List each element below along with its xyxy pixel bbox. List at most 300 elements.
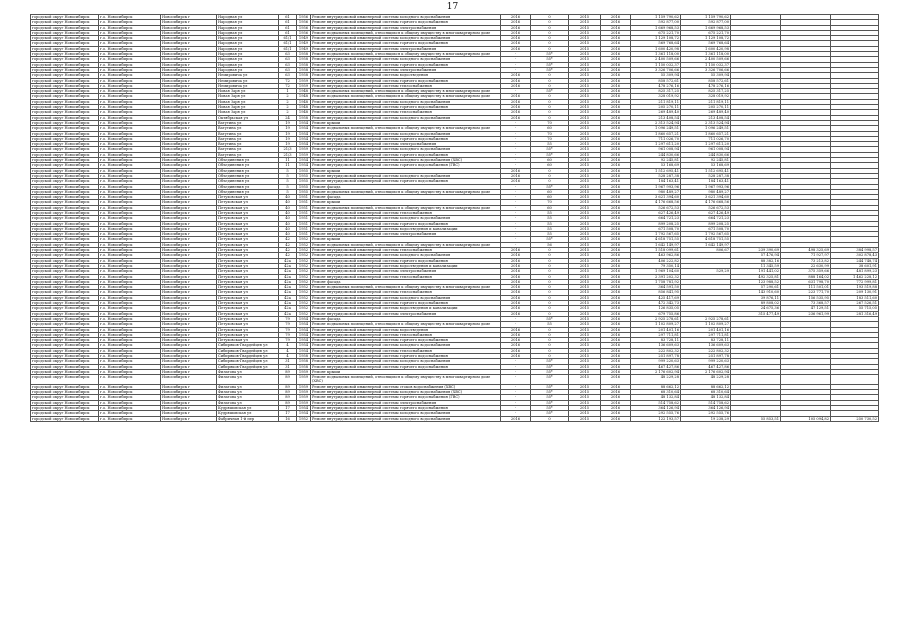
table-cell: 89 xyxy=(279,395,297,400)
table-cell: 269 489,40 xyxy=(631,110,681,115)
table-cell: Новосибирск г xyxy=(161,200,217,205)
table-cell: 24 675,36 xyxy=(731,306,781,311)
table-cell xyxy=(781,375,831,385)
table-cell: Народная ул xyxy=(217,20,279,25)
table-cell: 55* xyxy=(531,395,569,400)
table-cell: 0 xyxy=(531,78,569,83)
table-cell: 1 600 420,98 xyxy=(631,46,681,51)
table-cell: 0 xyxy=(531,327,569,332)
table-cell: городской округ Новосибирск xyxy=(31,274,99,279)
table-cell: 0 xyxy=(531,46,569,51)
table-cell: 2016 xyxy=(601,168,631,173)
table-cell: городской округ Новосибирск xyxy=(31,115,99,120)
table-cell: 1959 xyxy=(297,369,311,374)
table-cell: Новосибирск г xyxy=(161,311,217,316)
table-cell: Ремонт внутридомовой инженерной системы водоотведения xyxy=(311,327,501,332)
table-cell: 2015 xyxy=(569,400,601,405)
table-cell: 0 xyxy=(531,94,569,99)
table-cell: 2016 xyxy=(501,301,531,306)
table-cell: Петуховская ул xyxy=(217,290,279,295)
table-cell: 2016 xyxy=(601,269,631,274)
table-cell: Новосибирск г xyxy=(161,126,217,131)
table-cell: городской округ Новосибирск xyxy=(31,89,99,94)
table-cell: 481 899,23 xyxy=(831,269,879,274)
table-cell: 528 287,38 xyxy=(681,173,731,178)
table-cell: 205 270,11 xyxy=(631,105,681,110)
table-cell: городской округ Новосибирск xyxy=(31,263,99,268)
table-cell: г.о. Новосибирск xyxy=(99,237,161,242)
table-cell: 2015 xyxy=(569,83,601,88)
table-cell: 92 245,81 xyxy=(631,158,681,163)
table-cell: Новосибирск г xyxy=(161,359,217,364)
table-cell: 2016 xyxy=(501,15,531,20)
table-cell: Филатова ул xyxy=(217,369,279,374)
table-cell: 980 489,27 xyxy=(631,189,681,194)
table-cell: 123 988,52 xyxy=(731,279,781,284)
table-cell: Петуховская ул xyxy=(217,322,279,327)
table-cell: 79 xyxy=(279,316,297,321)
table-cell: 425 417,69 xyxy=(631,295,681,300)
table-cell: - xyxy=(501,237,531,242)
table-cell: 48 132,84 xyxy=(631,395,681,400)
table-cell: 2016 xyxy=(501,258,531,263)
table-cell: 2016 xyxy=(501,173,531,178)
table-cell: 42а xyxy=(279,301,297,306)
table-cell: 70 xyxy=(531,200,569,205)
table-cell: г.о. Новосибирск xyxy=(99,126,161,131)
table-cell: г.о. Новосибирск xyxy=(99,195,161,200)
table-cell: городской округ Новосибирск xyxy=(31,416,99,421)
table-cell: Ремонт фасада xyxy=(311,279,501,284)
table-cell: 1 297 611,20 xyxy=(631,142,681,147)
table-cell: 2016 xyxy=(601,327,631,332)
table-cell: 2016 xyxy=(601,405,631,410)
table-cell: Ремонт подвальных помещений, относящихся к общему имуществу в многоквартирном доме xyxy=(311,94,501,99)
table-cell: 89 xyxy=(279,369,297,374)
table-cell: Ремонт внутридомовой инженерной системы теплоснабжения xyxy=(311,274,501,279)
table-cell: 2016 xyxy=(501,285,531,290)
table-cell: городской округ Новосибирск xyxy=(31,67,99,72)
table-cell: Народная ул xyxy=(217,36,279,41)
table-cell: 2015 xyxy=(569,290,601,295)
table-cell: 1958 xyxy=(297,73,311,78)
table-cell: 529,29 xyxy=(681,269,731,274)
table-cell: 2016 xyxy=(601,343,631,348)
table-cell: 63 xyxy=(279,73,297,78)
table-cell: г.о. Новосибирск xyxy=(99,216,161,221)
table-cell: городской округ Новосибирск xyxy=(31,205,99,210)
table-cell: Ремонт внутридомовой инженерной системы холодного водоснабжения xyxy=(311,15,501,20)
table-cell: Немировича ул xyxy=(217,73,279,78)
table-cell: 899 208,25 xyxy=(631,221,681,226)
table-cell: 772 999,81 xyxy=(831,279,879,284)
table-cell: 1959 xyxy=(297,83,311,88)
table-cell: г.о. Новосибирск xyxy=(99,184,161,189)
table-cell: Филатова ул xyxy=(217,384,279,389)
table-cell: - xyxy=(501,390,531,395)
table-cell: г.о. Новосибирск xyxy=(99,78,161,83)
table-cell: Новосибирск г xyxy=(161,216,217,221)
table-cell: 1958 xyxy=(297,52,311,57)
table-cell: 2016 xyxy=(601,384,631,389)
table-cell: 2015 xyxy=(569,62,601,67)
table-cell: 1959 xyxy=(297,395,311,400)
table-cell: г.о. Новосибирск xyxy=(99,46,161,51)
table-cell: 201 401,16 xyxy=(681,327,731,332)
table-cell: 53 168,69 xyxy=(631,163,681,168)
table-cell: 40 xyxy=(279,205,297,210)
table-cell: 2016 xyxy=(501,94,531,99)
table-cell: 2016 xyxy=(501,327,531,332)
table-cell: г.о. Новосибирск xyxy=(99,94,161,99)
table-cell: г.о. Новосибирск xyxy=(99,348,161,353)
table-cell: 213 408,54 xyxy=(681,115,731,120)
table-cell: Петуховская ул xyxy=(217,205,279,210)
table-cell: Народная ул xyxy=(217,30,279,35)
table-cell: 1955 xyxy=(297,184,311,189)
table-cell: 2016 xyxy=(601,338,631,343)
table-cell: 2 925 278,61 xyxy=(681,316,731,321)
table-cell: г.о. Новосибирск xyxy=(99,83,161,88)
table-cell: Новосибирск г xyxy=(161,226,217,231)
table-cell: Ремонт подвальных помещений, относящихся к общему имуществу в многоквартирном доме xyxy=(311,205,501,210)
table-cell: Петуховская ул xyxy=(217,248,279,253)
table-cell: 223 771,70 xyxy=(781,290,831,295)
table-cell: Новосибирск г xyxy=(161,83,217,88)
table-cell: 70 xyxy=(531,120,569,125)
table-cell: 526 672,53 xyxy=(681,205,731,210)
table-cell: 1959 xyxy=(297,147,311,152)
table-cell: 478 276,16 xyxy=(631,83,681,88)
table-cell: Петуховская ул xyxy=(217,226,279,231)
table-cell: 1952 xyxy=(297,274,311,279)
table-cell: 478 276,16 xyxy=(681,83,731,88)
table-cell: 292 555,76 xyxy=(631,411,681,416)
table-cell: 2015 xyxy=(569,253,601,258)
table-cell: 2016 xyxy=(601,78,631,83)
table-cell: 1948 xyxy=(297,89,311,94)
table-cell: 1 642 149,97 xyxy=(631,242,681,247)
table-cell: 671 508,70 xyxy=(681,226,731,231)
table-cell: г.о. Новосибирск xyxy=(99,20,161,25)
table-cell: 679 755,86 xyxy=(631,311,681,316)
table-cell: 1956 xyxy=(297,30,311,35)
table-cell: 244 748,74 xyxy=(831,258,879,263)
table-cell: 60 xyxy=(531,189,569,194)
table-cell: 2015 xyxy=(569,52,601,57)
table-cell: - xyxy=(501,195,531,200)
table-cell: 55* xyxy=(531,57,569,62)
table-cell: 467 427,86 xyxy=(681,364,731,369)
table-cell: Новосибирск г xyxy=(161,390,217,395)
table-cell: Ремонт подвальных помещений, относящихся к общему имуществу в многоквартирном доме xyxy=(311,126,501,131)
table-cell: 2016 xyxy=(601,375,631,385)
table-cell: - xyxy=(501,411,531,416)
table-cell: Ремонт внутридомовой инженерной системы холодного водоснабжения xyxy=(311,295,501,300)
table-cell: 2015 xyxy=(569,405,601,410)
table-cell: 2016 xyxy=(601,316,631,321)
table-cell: г.о. Новосибирск xyxy=(99,173,161,178)
table-cell: 71 927,97 xyxy=(781,253,831,258)
table-cell: 2015 xyxy=(569,359,601,364)
table-cell: 1952 xyxy=(297,253,311,258)
table-cell: 92 245,81 xyxy=(681,158,731,163)
table-cell: 42а xyxy=(279,306,297,311)
table-cell: Петуховская ул xyxy=(217,306,279,311)
table-cell: г.о. Новосибирск xyxy=(99,163,161,168)
table-cell: 2015 xyxy=(569,226,601,231)
table-cell: 2015 xyxy=(569,338,601,343)
table-cell: 2016 xyxy=(601,290,631,295)
table-cell: Ремонт внутридомовой инженерной системы водоотведения и канализации xyxy=(311,263,501,268)
table-cell: 569 768,64 xyxy=(631,41,681,46)
table-cell: Новосибирск г xyxy=(161,147,217,152)
table-cell: 68 310,64 xyxy=(631,390,681,395)
table-cell: 2016 xyxy=(601,105,631,110)
table-cell: Новосибирск г xyxy=(161,248,217,253)
table-cell: 55* xyxy=(531,400,569,405)
table-cell: 1954 xyxy=(297,327,311,332)
table-cell: 2016 xyxy=(601,20,631,25)
table-cell: 2016 xyxy=(501,343,531,348)
table-cell: 222 802,32 xyxy=(631,348,681,353)
table-cell: 0 xyxy=(531,30,569,35)
table-cell: 42 xyxy=(279,248,297,253)
table-cell: 1 967 993,96 xyxy=(631,184,681,189)
table-cell: - xyxy=(501,136,531,141)
table-cell: 17 xyxy=(279,405,297,410)
table-cell: 2016 xyxy=(601,142,631,147)
table-cell: 1956 xyxy=(297,15,311,20)
table-cell: 61 xyxy=(279,30,297,35)
table-cell: Народная ул xyxy=(217,41,279,46)
table-cell: 1952 xyxy=(297,237,311,242)
table-cell: 2015 xyxy=(569,258,601,263)
table-cell: 1959 xyxy=(297,78,311,83)
table-cell: 2015 xyxy=(569,99,601,104)
table-cell: 2016 xyxy=(601,147,631,152)
table-cell: 675 221,70 xyxy=(631,30,681,35)
table-cell: Ремонт внутридомовой инженерной системы горячего водоснабжения xyxy=(311,258,501,263)
table-cell: 73 213,82 xyxy=(781,258,831,263)
table-cell: 56 xyxy=(531,242,569,247)
table-cell: 2 xyxy=(279,94,297,99)
table-cell: 2015 xyxy=(569,369,601,374)
table-cell: 1952 xyxy=(297,295,311,300)
table-cell: 53 168,69 xyxy=(681,163,731,168)
table-cell: 2015 xyxy=(569,25,601,30)
table-cell: 899 208,25 xyxy=(681,221,731,226)
table-cell: Новосибирск г xyxy=(161,395,217,400)
table-cell: - xyxy=(501,52,531,57)
table-cell: 55* xyxy=(531,147,569,152)
table-cell: 2016 xyxy=(601,99,631,104)
table-cell: Петуховская ул xyxy=(217,242,279,247)
table-cell: 5 xyxy=(279,179,297,184)
table-cell: Ватутина ул xyxy=(217,131,279,136)
table-cell: городской округ Новосибирск xyxy=(31,343,99,348)
table-cell: г.о. Новосибирск xyxy=(99,52,161,57)
table-cell: 4 618 751,55 xyxy=(681,237,731,242)
table-cell: 1954 xyxy=(297,348,311,353)
table-cell: Петуховская ул xyxy=(217,221,279,226)
table-cell: Ремонт внутридомовой инженерной системы теплоснабжения xyxy=(311,83,501,88)
table-cell: 2016 xyxy=(601,411,631,416)
table-cell: 1952 xyxy=(297,248,311,253)
table-cell: 48 229,28 xyxy=(631,375,681,385)
table-cell: городской округ Новосибирск xyxy=(31,348,99,353)
table-cell: 213 408,54 xyxy=(631,115,681,120)
table-cell: 2015 xyxy=(569,189,601,194)
table-cell: Новосибирск г xyxy=(161,189,217,194)
table-cell: 1 102 809,27 xyxy=(681,322,731,327)
table-cell: 61/1 xyxy=(279,46,297,51)
table-cell: 1952 xyxy=(297,269,311,274)
table-cell: Петуховская ул xyxy=(217,216,279,221)
table-cell: 711 026,70 xyxy=(681,136,731,141)
table-cell: 2016 xyxy=(501,30,531,35)
table-cell: 2016 xyxy=(601,242,631,247)
table-cell: 2016 xyxy=(601,67,631,72)
table-cell: г.о. Новосибирск xyxy=(99,200,161,205)
table-cell: 42а xyxy=(279,290,297,295)
table-cell: 2015 xyxy=(569,306,601,311)
table-cell: 4 176 668,56 xyxy=(631,200,681,205)
table-cell: 61 xyxy=(279,20,297,25)
table-cell: 2015 xyxy=(569,237,601,242)
table-cell: 528 287,38 xyxy=(631,173,681,178)
table-cell: 40 xyxy=(279,216,297,221)
table-cell: Ремонт внутридомовой инженерной системы водоотведения и канализации xyxy=(311,226,501,231)
table-cell: 1 159 790,62 xyxy=(631,15,681,20)
table-cell: городской округ Новосибирск xyxy=(31,369,99,374)
table-cell: 2016 xyxy=(501,295,531,300)
table-cell: г.о. Новосибирск xyxy=(99,73,161,78)
table-cell: 38 601,91 xyxy=(831,263,879,268)
table-cell: Новосибирск г xyxy=(161,274,217,279)
table-cell: 281 316,49 xyxy=(831,311,879,316)
table-cell: 55 309,94 xyxy=(681,73,731,78)
table-cell: Новосибирск г xyxy=(161,62,217,67)
table-cell: 302 878,43 xyxy=(831,253,879,258)
table-cell: 856 841,95 xyxy=(631,290,681,295)
table-cell: 2015 xyxy=(569,390,601,395)
table-cell: Ремонт внутридомовой инженерной системы холодного водоснабжения xyxy=(311,253,501,258)
table-cell: городской округ Новосибирск xyxy=(31,73,99,78)
table-cell: 2 xyxy=(279,105,297,110)
table-cell: городской округ Новосибирск xyxy=(31,200,99,205)
table-cell: 3 621 394,60 xyxy=(681,195,731,200)
table-cell: 2015 xyxy=(569,279,601,284)
table-cell: 1952 xyxy=(297,242,311,247)
table-cell: г.о. Новосибирск xyxy=(99,110,161,115)
table-cell: Новосибирск г xyxy=(161,20,217,25)
table-cell: городской округ Новосибирск xyxy=(31,163,99,168)
table-cell: 57 290,61 xyxy=(731,285,781,290)
table-cell: - xyxy=(501,189,531,194)
table-cell: Ремонт внутридомовой инженерной системы горячего водоснабжения xyxy=(311,62,501,67)
table-cell: 2016 xyxy=(501,73,531,78)
table-cell: 2015 xyxy=(569,221,601,226)
table-cell: 2016 xyxy=(501,46,531,51)
table-cell: городской округ Новосибирск xyxy=(31,242,99,247)
table-cell: городской округ Новосибирск xyxy=(31,301,99,306)
table-cell: 2016 xyxy=(601,30,631,35)
table-cell: Ремонт внутридомовой инженерной системы холодного водоснабжения (ХВС) xyxy=(311,158,501,163)
table-cell: городской округ Новосибирск xyxy=(31,136,99,141)
table-cell: г.о. Новосибирск xyxy=(99,322,161,327)
table-cell: 2015 xyxy=(569,105,601,110)
table-cell: Ремонт внутридомовой инженерной системы холодного водоснабжения xyxy=(311,343,501,348)
table-cell: 42а xyxy=(279,311,297,316)
table-cell: г.о. Новосибирск xyxy=(99,120,161,125)
table-cell: 244 830,66 xyxy=(681,152,731,157)
table-cell: 2016 xyxy=(601,248,631,253)
table-cell: г.о. Новосибирск xyxy=(99,359,161,364)
table-cell: 1 xyxy=(279,89,297,94)
table-cell: городской округ Новосибирск xyxy=(31,253,99,258)
table-cell: 2016 xyxy=(501,290,531,295)
table-cell: - xyxy=(501,359,531,364)
table-cell: 42а xyxy=(279,295,297,300)
table-cell: 2015 xyxy=(569,327,601,332)
table-cell: 1952 xyxy=(297,311,311,316)
table-cell: 55 xyxy=(531,322,569,327)
table-cell: 2016 xyxy=(501,263,531,268)
table-cell: 1959 xyxy=(297,384,311,389)
table-cell: 251 897,78 xyxy=(681,354,731,359)
table-cell: 0 xyxy=(531,173,569,178)
table-cell: 711 026,70 xyxy=(631,136,681,141)
table-cell: 2015 xyxy=(569,57,601,62)
table-cell: Новосибирск г xyxy=(161,67,217,72)
table-cell: Новосибирск г xyxy=(161,338,217,343)
table-cell: 211 819,11 xyxy=(631,99,681,104)
table-cell: Ремонт внутридомовой инженерной системы горячего водоснабжения xyxy=(311,41,501,46)
table-cell: Новая Заря ул xyxy=(217,89,279,94)
table-cell: 2015 xyxy=(569,67,601,72)
table-cell: городской округ Новосибирск xyxy=(31,327,99,332)
table-cell: г.о. Новосибирск xyxy=(99,375,161,385)
table-cell: городской округ Новосибирск xyxy=(31,41,99,46)
table-cell: Новосибирск г xyxy=(161,142,217,147)
table-cell: городской округ Новосибирск xyxy=(31,52,99,57)
table-cell: 2015 xyxy=(569,110,601,115)
table-cell: Новосибирск г xyxy=(161,115,217,120)
table-cell: 0 xyxy=(531,332,569,337)
table-cell: г.о. Новосибирск xyxy=(99,67,161,72)
table-cell: Ремонт крыши xyxy=(311,200,501,205)
table-cell: городской округ Новосибирск xyxy=(31,306,99,311)
table-cell: 2 400 509,66 xyxy=(681,57,731,62)
table-cell: 1956 xyxy=(297,20,311,25)
table-cell: - xyxy=(501,131,531,136)
table-cell: 2016 xyxy=(601,179,631,184)
table-cell: - xyxy=(501,400,531,405)
table-cell: г.о. Новосибирск xyxy=(99,62,161,67)
table-cell: г.о. Новосибирск xyxy=(99,142,161,147)
table-cell: 2015 xyxy=(569,395,601,400)
table-cell: 1 129 108,72 xyxy=(631,36,681,41)
table-cell: 2016 xyxy=(501,354,531,359)
table-cell: 1 150 032,37 xyxy=(681,62,731,67)
table-cell: 671 508,70 xyxy=(631,226,681,231)
table-cell: городской округ Новосибирск xyxy=(31,384,99,389)
table-cell: 2016 xyxy=(501,110,531,115)
table-cell: 19 xyxy=(279,126,297,131)
table-cell: Ремонт внутридомовой инженерной системы горячего водоснабжения xyxy=(311,78,501,83)
table-cell: 236 961,99 xyxy=(781,311,831,316)
